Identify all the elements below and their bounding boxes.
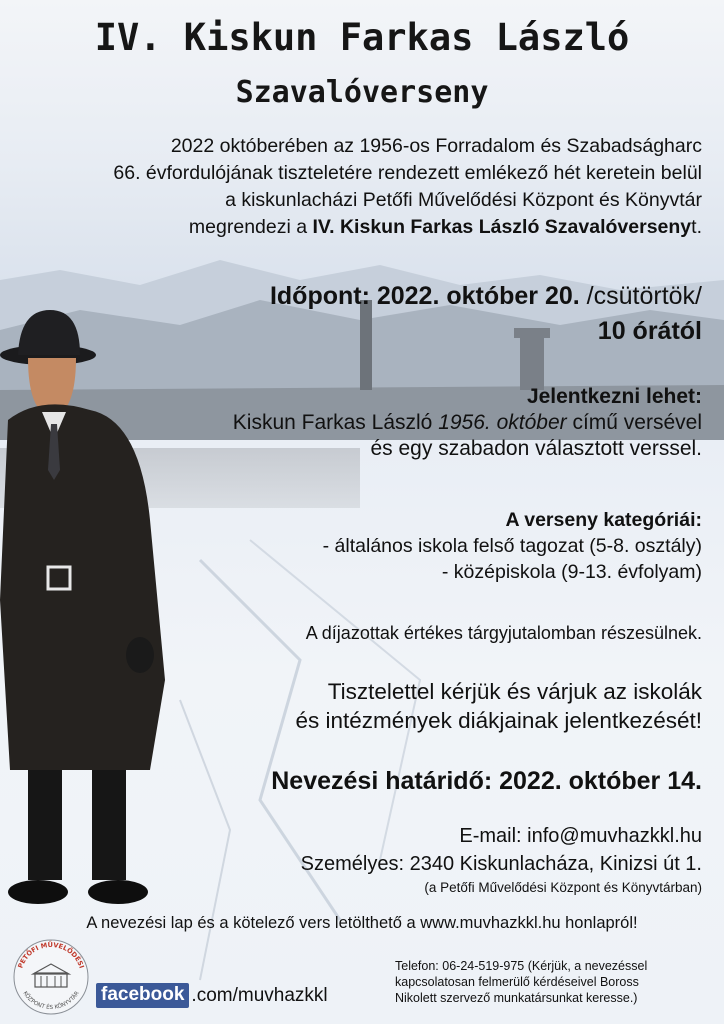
category-item: - középiskola (9-13. évfolyam) bbox=[441, 561, 702, 583]
application-line-2: és egy szabadon választott verssel. bbox=[370, 437, 702, 460]
intro-line-4 bbox=[12, 214, 702, 241]
poster-subtitle: Szavalóverseny bbox=[235, 75, 489, 110]
intro-line-1: 2022 októberében az 1956-os Forradalom és Szabadságharc bbox=[170, 135, 702, 157]
application-line-1 bbox=[233, 410, 702, 436]
event-date bbox=[270, 282, 702, 311]
application-line-1-post: című versével bbox=[566, 411, 702, 434]
application-heading: Jelentkezni lehet: bbox=[526, 385, 702, 408]
contact-address: Személyes: 2340 Kiskunlacháza, Kinizsi út 1. bbox=[300, 853, 702, 875]
logo-text-bottom: KÖZPONT ÉS KÖNYVTÁR bbox=[21, 990, 81, 1012]
phone-info bbox=[395, 958, 717, 1006]
application-info bbox=[233, 384, 702, 462]
event-date-label: Időpont: 2022. október 20. bbox=[269, 282, 580, 310]
facebook-path: .com/muvhazkkl bbox=[191, 984, 328, 1006]
invitation-line-2: és intézmények diákjainak jelentkezését! bbox=[295, 708, 702, 733]
poster-title: IV. Kiskun Farkas László bbox=[94, 16, 630, 59]
category-item: - általános iskola felső tagozat (5-8. osztály) bbox=[322, 535, 702, 557]
invitation bbox=[296, 677, 702, 735]
intro-paragraph bbox=[12, 133, 702, 241]
contact-info bbox=[301, 822, 702, 898]
intro-event-name: IV. Kiskun Farkas László Szavalóverseny bbox=[312, 216, 692, 238]
intro-line-4-post: t. bbox=[691, 216, 702, 238]
contact-email: E-mail: info@muvhazkkl.hu bbox=[459, 825, 702, 847]
intro-line-3: a kiskunlacházi Petőfi Művelődési Központ és Könyvtár bbox=[225, 189, 702, 211]
intro-line-4-pre: megrendezi a bbox=[188, 216, 313, 238]
prize-note: A díjazottak értékes tárgyjutalomban részesülnek. bbox=[305, 623, 702, 643]
categories-heading: A verseny kategóriái: bbox=[505, 509, 702, 531]
event-time: 10 órától bbox=[597, 317, 702, 345]
deadline: Nevezési határidő: 2022. október 14. bbox=[271, 767, 702, 795]
facebook-logo: facebook bbox=[96, 983, 189, 1008]
application-line-1-pre: Kiskun Farkas László bbox=[232, 411, 439, 434]
logo-text-top: PETŐFI MŰVELŐDÉSI bbox=[16, 940, 86, 970]
institution-logo bbox=[12, 938, 90, 1016]
categories bbox=[323, 507, 702, 585]
poem-title: 1956. október bbox=[438, 411, 567, 434]
intro-line-2: 66. évfordulójának tiszteletére rendezett emlékező hét keretein belül bbox=[113, 162, 702, 184]
man-in-coat-photo bbox=[0, 300, 190, 925]
invitation-line-1: Tisztelettel kérjük és várjuk az iskolák bbox=[327, 679, 702, 704]
phone-line-2: kapcsolatosan felmerülő kérdéseivel Boross bbox=[395, 975, 639, 989]
phone-line-1: Telefon: 06-24-519-975 (Kérjük, a nevezéssel bbox=[395, 959, 648, 973]
contact-address-note: (a Petőfi Művelődési Központ és Könyvtárban) bbox=[424, 880, 702, 895]
facebook-link[interactable] bbox=[96, 983, 328, 1008]
download-note: A nevezési lap és a kötelező vers letölthető a www.muvhazkkl.hu honlapról! bbox=[86, 914, 638, 932]
phone-line-3: Nikolett szervező munkatársunkat keresse.) bbox=[395, 991, 638, 1005]
event-weekday: /csütörtök/ bbox=[579, 282, 702, 310]
